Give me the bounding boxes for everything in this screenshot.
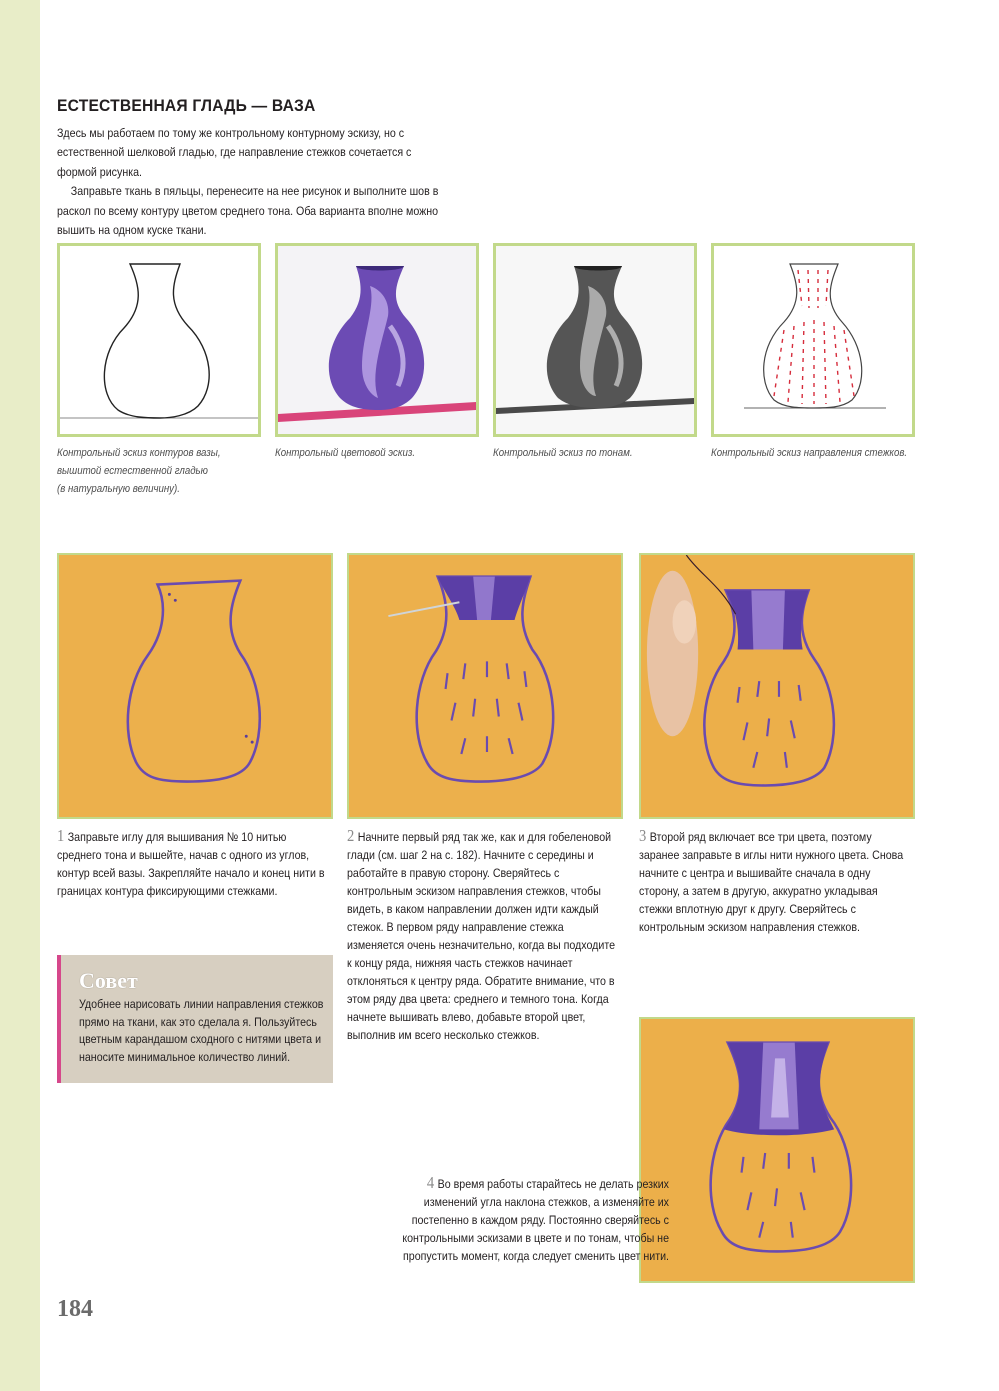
tone-caption: Контрольный эскиз по тонам. — [493, 447, 633, 459]
tip-title: Совет — [79, 968, 138, 993]
tone-sketch — [493, 243, 697, 437]
step4-embroidery — [641, 1019, 913, 1281]
direction-caption: Контрольный эскиз направления стежков. — [711, 447, 908, 459]
vase-direction-drawing — [714, 246, 912, 434]
page-margin-strip — [0, 0, 40, 1391]
step-2-text: Начните первый ряд так же, как и для гобеленовой глади (см. шаг 2 на с. 182). Начните с середины и работайте в правую сторону. Сверяйтесь с контрольным эскизом направления стежков, чтобы видеть, в каком направлении должен идти каждый стежок. В первом ряду направление стежка изменяется очень незначительно, когда вы подходите к концу ряда, нижняя часть стежков начинает отклоняться к центру ряда. Обратите внимание, что в этом ряду два цвета: среднего и темного тона. Когда начнете вышивать влево, добавьте второй цвет, выполнив им всего несколько стежков. — [347, 830, 616, 1042]
outline-caption-line-1: Контрольный эскиз контуров вазы, — [57, 447, 221, 459]
step2-photo — [347, 553, 623, 819]
color-caption: Контрольный цветовой эскиз. — [275, 447, 416, 459]
page-number: 184 — [57, 1296, 93, 1322]
tip-text: Удобнее нарисовать линии направления стежков прямо на ткани, как это сделала я. Пользуйтесь цветным карандашом сходного с нитями цвета и наносите минимальное количество линий. — [79, 997, 324, 1064]
step1-photo — [57, 553, 333, 819]
step3-photo — [639, 553, 915, 819]
vase-outline-drawing — [60, 246, 258, 434]
outline-caption-line-3: (в натуральную величину). — [57, 483, 180, 495]
direction-sketch — [711, 243, 915, 437]
step2-embroidery — [349, 555, 621, 817]
step4-photo — [639, 1017, 915, 1283]
intro-paragraph-2: Заправьте ткань в пяльцы, перенесите на нее рисунок и выполните шов в раскол по всему контуру цветом среднего тона. Оба варианта вполне можно вышить на одном куске ткани. — [57, 184, 439, 238]
step-2-number: 2 — [347, 826, 355, 845]
outline-caption-line-2: вышитой естественной гладью — [57, 465, 208, 477]
step3-embroidery — [641, 555, 913, 817]
intro-paragraph-1: Здесь мы работаем по тому же контрольному контурному эскизу, но с естественной шелковой гладью, где направление стежков сочетается с формой рисунка. — [57, 126, 412, 179]
step-2 — [347, 827, 620, 1044]
step-3 — [639, 827, 912, 936]
step-4-number: 4 — [426, 1173, 435, 1192]
outline-caption — [57, 444, 221, 498]
step-3-number: 3 — [639, 826, 647, 845]
color-sketch — [275, 243, 479, 437]
step-1 — [57, 827, 325, 900]
step-4-text: Во время работы старайтесь не делать резких изменений угла наклона стежков, а изменяйте их постепенно в каждом ряду. Постоянно сверяйтесь с контрольными эскизами в цвете и по тонам, чтобы не пропустить момент, когда следует сменить цвет нити. — [402, 1177, 669, 1263]
vase-tone-drawing — [496, 246, 694, 434]
step1-embroidery — [59, 555, 331, 817]
step-1-text: Заправьте иглу для вышивания № 10 нитью среднего тона и вышейте, начав с одного из углов, контур всей вазы. Закрепляйте начало и конец нити в границах контура фиксирующими стежками. — [57, 830, 325, 898]
tip-box — [57, 955, 333, 1083]
step-3-text: Второй ряд включает все три цвета, поэтому заранее заправьте в иглы нити нужного цвета. Снова начните с центра и вышивайте сначала в одну сторону, а затем в другую, аккуратно укладывая стежки вплотную друг к другу. Сверяйтесь с контрольным эскизом направления стежков. — [639, 830, 904, 934]
step-1-number: 1 — [57, 826, 65, 845]
vase-color-drawing — [278, 246, 476, 434]
step-4 — [382, 1174, 669, 1265]
outline-sketch — [57, 243, 261, 437]
section-title: ЕСТЕСТВЕННАЯ ГЛАДЬ — ВАЗА — [57, 96, 316, 115]
intro-text — [57, 124, 444, 240]
